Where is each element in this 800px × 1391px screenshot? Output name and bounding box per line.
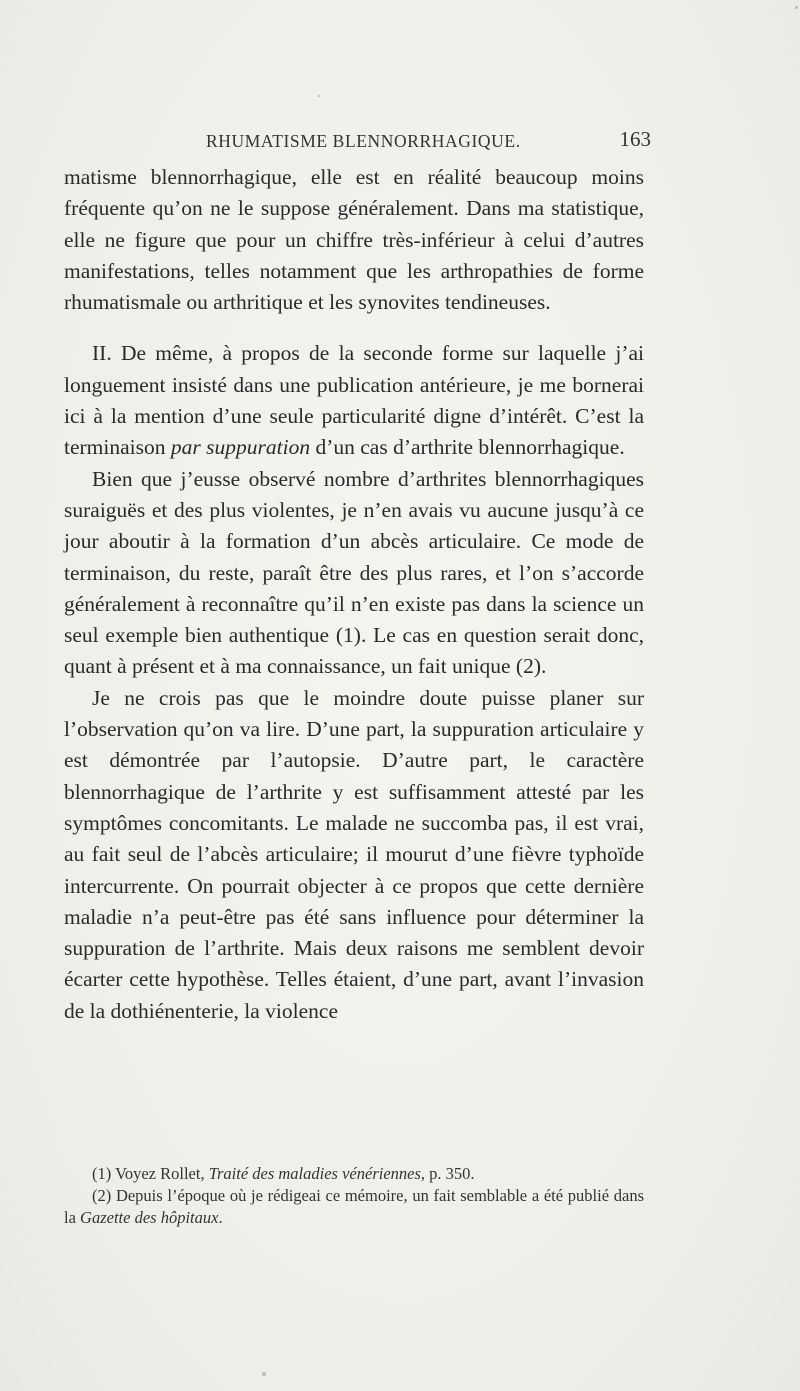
paragraph-text: d’un cas d’arthrite blennorrhagique. <box>310 435 625 460</box>
footnote-text: , p. 350. <box>420 1164 475 1183</box>
footnote-text: . <box>218 1208 223 1227</box>
paper-speck <box>262 1372 266 1376</box>
paragraph: Bien que j’eusse observé nombre d’arthrites blennorrhagiques suraiguës et des plus violentes, je n’en avais vu aucune jusqu’à ce jour aboutir à la formation d’un abcès articulaire. Ce mode de terminaison, du reste, paraît être des plus rares, et l’on s’accorde généralement à reconnaître qu’il n’en existe pas dans la science un seul exemple bien authentique (1). Le cas en question serait donc, quant à présent et à ma connaissance, un fait unique (2). <box>64 466 644 679</box>
footnote-text: (1) Voyez Rollet, <box>92 1164 209 1183</box>
footnote-title: Gazette des hôpitaux <box>80 1208 219 1227</box>
footnotes <box>64 1163 644 1229</box>
paper-speck <box>795 6 798 9</box>
footnote-text: (2) Depuis l’époque où je rédigeai ce mémoire, un fait semblable a été publié dans la <box>64 1186 644 1227</box>
body-text <box>64 162 644 1027</box>
running-title: RHUMATISME BLENNORRHAGIQUE. <box>206 131 521 151</box>
page-header <box>198 127 651 157</box>
footnote-title: Traité des maladies vénériennes <box>208 1164 421 1183</box>
paragraph: Je ne crois pas que le moindre doute puisse planer sur l’observation qu’on va lire. D’une part, la suppuration articulaire y est démontrée par l’autopsie. D’autre part, le caractère blennorrhagique de l’arthrite y est suffisamment attesté par les symptômes concomitants. Le malade ne succomba pas, il est vrai, au fait seul de l’abcès articulaire; il mourut d’une fièvre typhoïde intercurrente. On pourrait objecter à ce propos que cette dernière maladie n’a peut-être pas été sans influence pour déterminer la suppuration de l’arthrite. Mais deux raisons me semblent devoir écarter cette hypothèse. Telles étaient, d’une part, avant l’invasion de la dothiénenterie, la violence <box>64 685 644 1023</box>
paragraph: matisme blennorrhagique, elle est en réalité beaucoup moins fréquente qu’on ne le suppose généralement. Dans ma statistique, elle ne figure que pour un chiffre très-inférieur à celui d’autres manifestations, telles notamment que les arthropathies de forme rhumatismale ou arthritique et les synovites tendineuses. <box>64 165 644 315</box>
footnote <box>64 1185 644 1229</box>
page-number: 163 <box>619 127 651 151</box>
italic-phrase: par suppuration <box>170 435 311 460</box>
paper-speck <box>318 95 320 97</box>
paragraph <box>64 338 644 463</box>
paragraph-text: II. De même, à propos de la seconde forme sur laquelle j’ai longuement insisté dans une publication antérieure, je me bornerai ici à la mention d’une seule particularité digne d’intérêt. C’est la terminaison <box>64 341 644 460</box>
footnote <box>64 1163 644 1185</box>
